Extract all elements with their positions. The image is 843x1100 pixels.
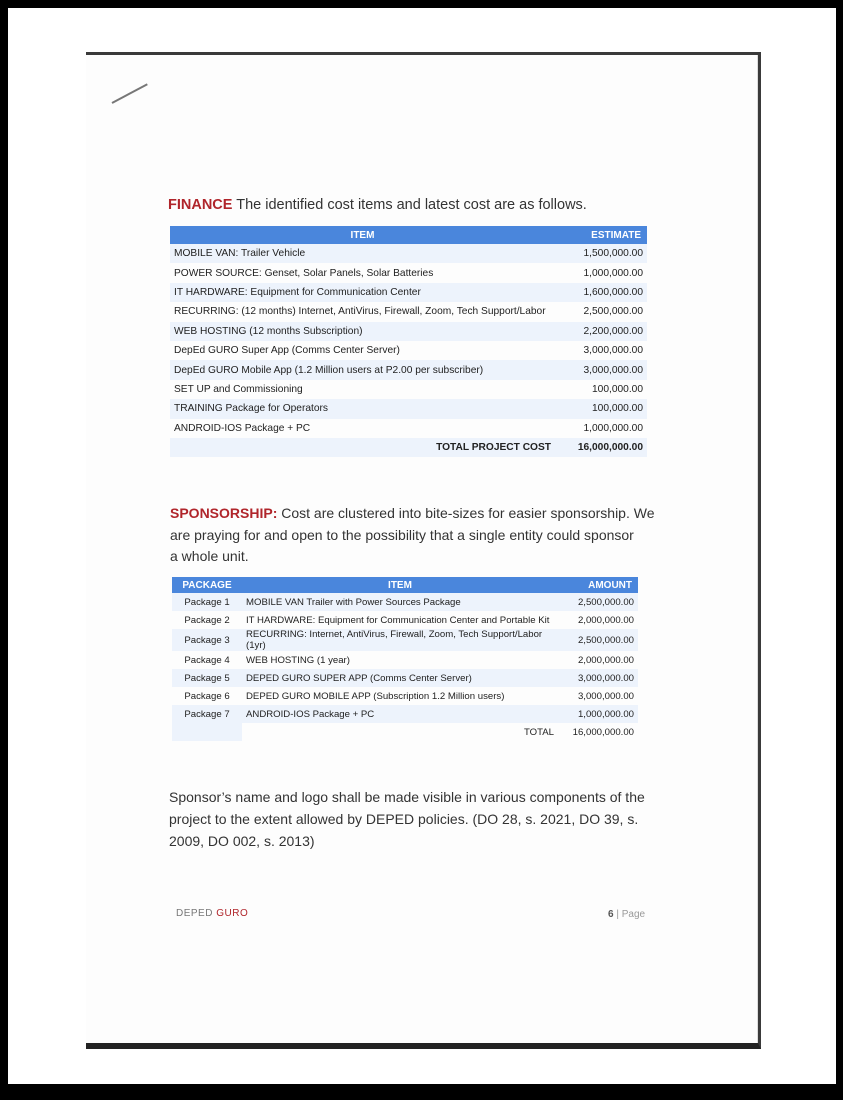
finance-row: [170, 380, 647, 399]
sponsor-amount: 1,000,000.00: [558, 705, 638, 723]
sponsor-amount: 2,500,000.00: [558, 593, 638, 611]
finance-item: DepEd GURO Mobile App (1.2 Million users at P2.00 per subscriber): [170, 360, 555, 379]
sponsor-amount: 3,000,000.00: [558, 669, 638, 687]
finance-row: [170, 399, 647, 418]
note-line3: 2009, DO 002, s. 2013): [169, 833, 315, 849]
finance-row: [170, 419, 647, 438]
finance-total-label: TOTAL PROJECT COST: [170, 438, 555, 457]
footer-brand: [176, 908, 248, 919]
finance-item: MOBILE VAN: Trailer Vehicle: [170, 244, 555, 263]
finance-item: RECURRING: (12 months) Internet, AntiVirus, Firewall, Zoom, Tech Support/Labor: [174, 306, 546, 318]
sponsor-amount: 3,000,000.00: [577, 690, 634, 702]
finance-estimate: 1,000,000.00: [583, 267, 643, 279]
finance-title: FINANCE: [168, 197, 233, 213]
sponsor-item: RECURRING: Internet, AntiVirus, Firewall, Zoom, Tech Support/Labor (1yr): [242, 629, 558, 651]
finance-item: TRAINING Package for Operators: [170, 399, 555, 418]
sponsor-item: WEB HOSTING (1 year): [246, 654, 350, 666]
finance-table: [170, 226, 647, 457]
finance-item: DepEd GURO Super App (Comms Center Server): [174, 345, 400, 357]
finance-estimate: 1,000,000.00: [583, 422, 643, 434]
finance-estimate: 100,000.00: [555, 399, 647, 418]
sponsor-package: Package 6: [184, 690, 230, 702]
finance-estimate: 3,000,000.00: [555, 360, 647, 379]
sponsor-row: [172, 687, 638, 705]
sponsor-row: [172, 611, 638, 629]
sponsor-amount: 2,000,000.00: [577, 614, 634, 626]
finance-estimate: 2,200,000.00: [555, 322, 647, 341]
finance-estimate: 100,000.00: [592, 383, 643, 395]
sponsor-row: [172, 705, 638, 723]
finance-item: IT HARDWARE: Equipment for Communication Center: [170, 283, 555, 302]
sponsor-header-package: PACKAGE: [172, 577, 242, 593]
finance-subtitle: The identified cost items and latest cost are as follows.: [236, 197, 587, 213]
finance-header-estimate: ESTIMATE: [555, 226, 647, 244]
sponsor-package: Package 2: [184, 614, 230, 626]
sponsorship-text-line2: are praying for and open to the possibility that a single entity could sponsor: [170, 526, 634, 543]
finance-item: SET UP and Commissioning: [174, 383, 303, 395]
sponsor-package: Package 7: [172, 705, 242, 723]
sponsor-item: DEPED GURO SUPER APP (Comms Center Server): [242, 669, 558, 687]
sponsor-amount: 2,500,000.00: [558, 629, 638, 651]
finance-total-row: [170, 438, 647, 457]
finance-row: [170, 341, 647, 360]
sponsor-package: Package 3: [172, 629, 242, 651]
sponsor-row: [172, 629, 638, 651]
finance-row: [170, 244, 647, 263]
sponsor-package: Package 1: [172, 593, 242, 611]
sponsor-row: [172, 593, 638, 611]
sponsor-item: MOBILE VAN Trailer with Power Sources Package: [242, 593, 558, 611]
sponsor-amount: 2,000,000.00: [577, 654, 634, 666]
finance-row: [170, 302, 647, 321]
finance-heading: [168, 197, 587, 213]
sponsor-package: Package 4: [184, 654, 230, 666]
sponsor-row: [172, 669, 638, 687]
finance-item: POWER SOURCE: Genset, Solar Panels, Solar Batteries: [174, 267, 434, 279]
finance-item: WEB HOSTING (12 months Subscription): [170, 322, 555, 341]
sponsor-item: ANDROID-IOS Package + PC: [242, 705, 558, 723]
sponsorship-text-line3: a whole unit.: [170, 548, 249, 564]
finance-row: [170, 322, 647, 341]
sponsor-total-spacer: [172, 723, 242, 741]
finance-row: [170, 263, 647, 282]
footer-brand-prefix: DEPED: [176, 908, 213, 919]
finance-row: [170, 360, 647, 379]
finance-estimate: 1,500,000.00: [555, 244, 647, 263]
sponsorship-text-line1: Cost are clustered into bite-sizes for easier sponsorship. We: [281, 505, 655, 521]
finance-total-value: 16,000,000.00: [555, 438, 647, 457]
sponsor-header-item: ITEM: [242, 577, 558, 593]
footer-brand-suffix: GURO: [216, 908, 249, 919]
sponsorship-table: [172, 577, 638, 741]
sponsorship-title: SPONSORSHIP:: [170, 505, 278, 521]
sponsor-item: IT HARDWARE: Equipment for Communication Center and Portable Kit: [246, 614, 550, 626]
sponsor-item: DEPED GURO MOBILE APP (Subscription 1.2 Million users): [246, 690, 505, 702]
note-line1: Sponsor’s name and logo shall be made visible in various components of the: [169, 789, 645, 805]
page-label: Page: [621, 909, 646, 920]
finance-estimate: 3,000,000.00: [583, 345, 643, 357]
finance-header-item: ITEM: [170, 226, 555, 244]
finance-item: ANDROID-IOS Package + PC: [174, 422, 311, 434]
sponsor-total-value: 16,000,000.00: [572, 726, 634, 738]
sponsor-note: [169, 786, 645, 852]
sponsor-header-amount: AMOUNT: [558, 577, 638, 593]
sponsor-total-row: [172, 723, 638, 741]
sponsor-row: [172, 651, 638, 669]
sponsor-total-label: TOTAL: [523, 726, 554, 738]
finance-estimate: 1,600,000.00: [555, 283, 647, 302]
footer-page: 6 | Page: [608, 909, 646, 920]
page-number: 6: [608, 909, 614, 920]
sponsor-package: Package 5: [172, 669, 242, 687]
note-line2: project to the extent allowed by DEPED policies. (DO 28, s. 2021, DO 39, s.: [169, 811, 639, 827]
finance-row: [170, 283, 647, 302]
finance-estimate: 2,500,000.00: [583, 306, 643, 318]
sponsorship-paragraph: [170, 503, 655, 568]
